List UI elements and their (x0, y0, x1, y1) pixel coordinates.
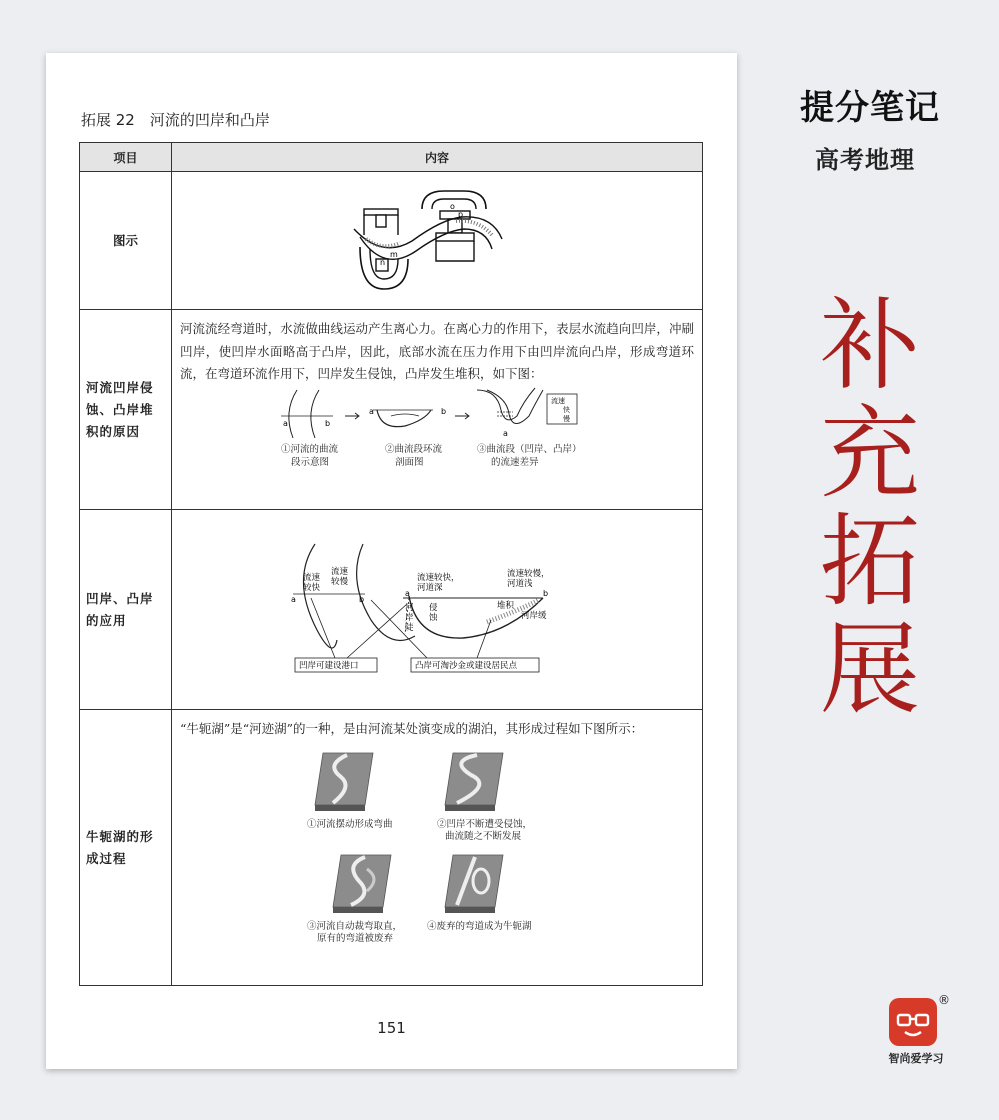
row-content-cell (172, 710, 703, 986)
label-p: p (458, 209, 464, 219)
brand-name: 智尚爱学习 (888, 1052, 944, 1065)
row-label-cell (80, 172, 172, 310)
row-label-cell (80, 310, 172, 510)
erode-1: 侵 (429, 602, 438, 613)
deposit: 堆积 (497, 600, 515, 611)
app-b: b (359, 594, 365, 604)
profile-a: a (405, 588, 410, 598)
label-n: n (380, 257, 386, 267)
gentle: 河岸缓 (521, 610, 547, 621)
table-header-row (80, 143, 703, 172)
deep-2: 河道深 (417, 582, 443, 593)
row-label-cell (80, 710, 172, 986)
profile-b: b (543, 588, 549, 598)
slow-1: 流速 (331, 566, 349, 577)
row-label: 凹岸、凸岸的应用 (86, 590, 154, 628)
table-row (80, 510, 703, 710)
table-row (80, 310, 703, 510)
box-convex: 凸岸可淘沙金或建设居民点 (415, 660, 518, 671)
registered-mark: ® (938, 993, 950, 1007)
header-item: 项目 (80, 143, 172, 172)
caption-3b: 的流速差异 (491, 456, 539, 468)
caption-1b: 段示意图 (291, 456, 330, 468)
oxbow-cap-2a: ②凹岸不断遭受侵蚀， (437, 818, 533, 830)
big-char-3: 拓 (820, 503, 920, 620)
big-char-4: 展 (820, 611, 920, 728)
fig1-b: b (325, 418, 331, 428)
table-row (80, 172, 703, 310)
row-content-cell (172, 510, 703, 710)
steep-1: 河 (405, 602, 414, 613)
shallow-1: 流速较慢， (507, 568, 550, 579)
row-label: 牛轭湖的形成过程 (86, 828, 154, 866)
fig1-a: a (283, 418, 288, 428)
side-subtitle: 高考地理 (815, 146, 915, 174)
label-o: o (450, 201, 455, 211)
steep-2: 岸 (405, 612, 414, 623)
label-m: m (390, 249, 398, 259)
table-row (80, 710, 703, 986)
caption-2a: ②曲流段环流 (385, 443, 443, 455)
brand-logo-icon (889, 998, 937, 1046)
oxbow-diagram (307, 745, 567, 949)
content-table (79, 142, 703, 986)
page-number: 151 (377, 1019, 406, 1037)
steep-3: 陡 (405, 622, 414, 633)
caption-3a: ③曲流段（凹岸、凸岸） (477, 443, 582, 455)
fast-1: 流速 (303, 572, 321, 583)
row-label: 河流凹岸侵蚀、凸岸堆积的原因 (86, 379, 154, 439)
fig3-a: a (503, 428, 508, 438)
side-title: 提分笔记 (800, 88, 940, 128)
row-label-cell (80, 510, 172, 710)
app-a: a (291, 594, 296, 604)
oxbow-paragraph: “牛轭湖”是“河迹湖”的一种，是由河流某处演变成的湖泊，其形成过程如下图所示： (180, 721, 644, 736)
header-content: 内容 (172, 143, 703, 172)
big-char-1: 补 (820, 287, 920, 404)
row-content-cell (172, 172, 703, 310)
fast-2: 较快 (303, 582, 321, 593)
river-bank-diagram (352, 189, 522, 293)
cause-paragraph: 河流流经弯道时，水流做曲线运动产生离心力。在离心力的作用下，表层水流趋向凹岸，冲刷凹岸，使凹岸水面略高于凸岸，因此，底部水流在压力作用下由凹岸流向凸岸，形成弯道环流，在弯道环流作用下，凹岸发生侵蚀，凸岸发生堆积，如下图： (180, 321, 694, 381)
deep-1: 流速较快， (417, 572, 460, 583)
legend-slow: 慢 (563, 414, 570, 423)
side-big-text (805, 287, 935, 728)
row-label: 图示 (112, 232, 138, 248)
oxbow-cap-3b: 原有的弯道被废弃 (317, 932, 394, 944)
circulation-diagrams (277, 386, 597, 474)
section-title: 拓展 22 河流的凹岸和凸岸 (81, 111, 270, 129)
oxbow-cap-4: ④废弃的弯道成为牛轭湖 (427, 920, 532, 932)
legend-fast: 快 (563, 405, 570, 414)
document-page (46, 53, 737, 1069)
box-concave: 凹岸可建设港口 (299, 660, 359, 671)
fig2-a: a (369, 406, 374, 416)
oxbow-cap-1: ①河流摆动形成弯曲 (307, 818, 393, 830)
slow-2: 较慢 (331, 576, 349, 587)
erode-2: 蚀 (429, 612, 438, 623)
big-char-2: 充 (820, 395, 920, 512)
shallow-2: 河道浅 (507, 578, 533, 589)
caption-1a: ①河流的曲流 (281, 443, 339, 455)
row-content-cell (172, 310, 703, 510)
fig2-b: b (441, 406, 447, 416)
legend-title: 流速 (551, 396, 565, 405)
oxbow-cap-2b: 曲流随之不断发展 (445, 830, 522, 842)
application-diagram (287, 540, 587, 680)
oxbow-cap-3a: ③河流自动裁弯取直， (307, 920, 403, 932)
caption-2b: 剖面图 (395, 456, 424, 468)
